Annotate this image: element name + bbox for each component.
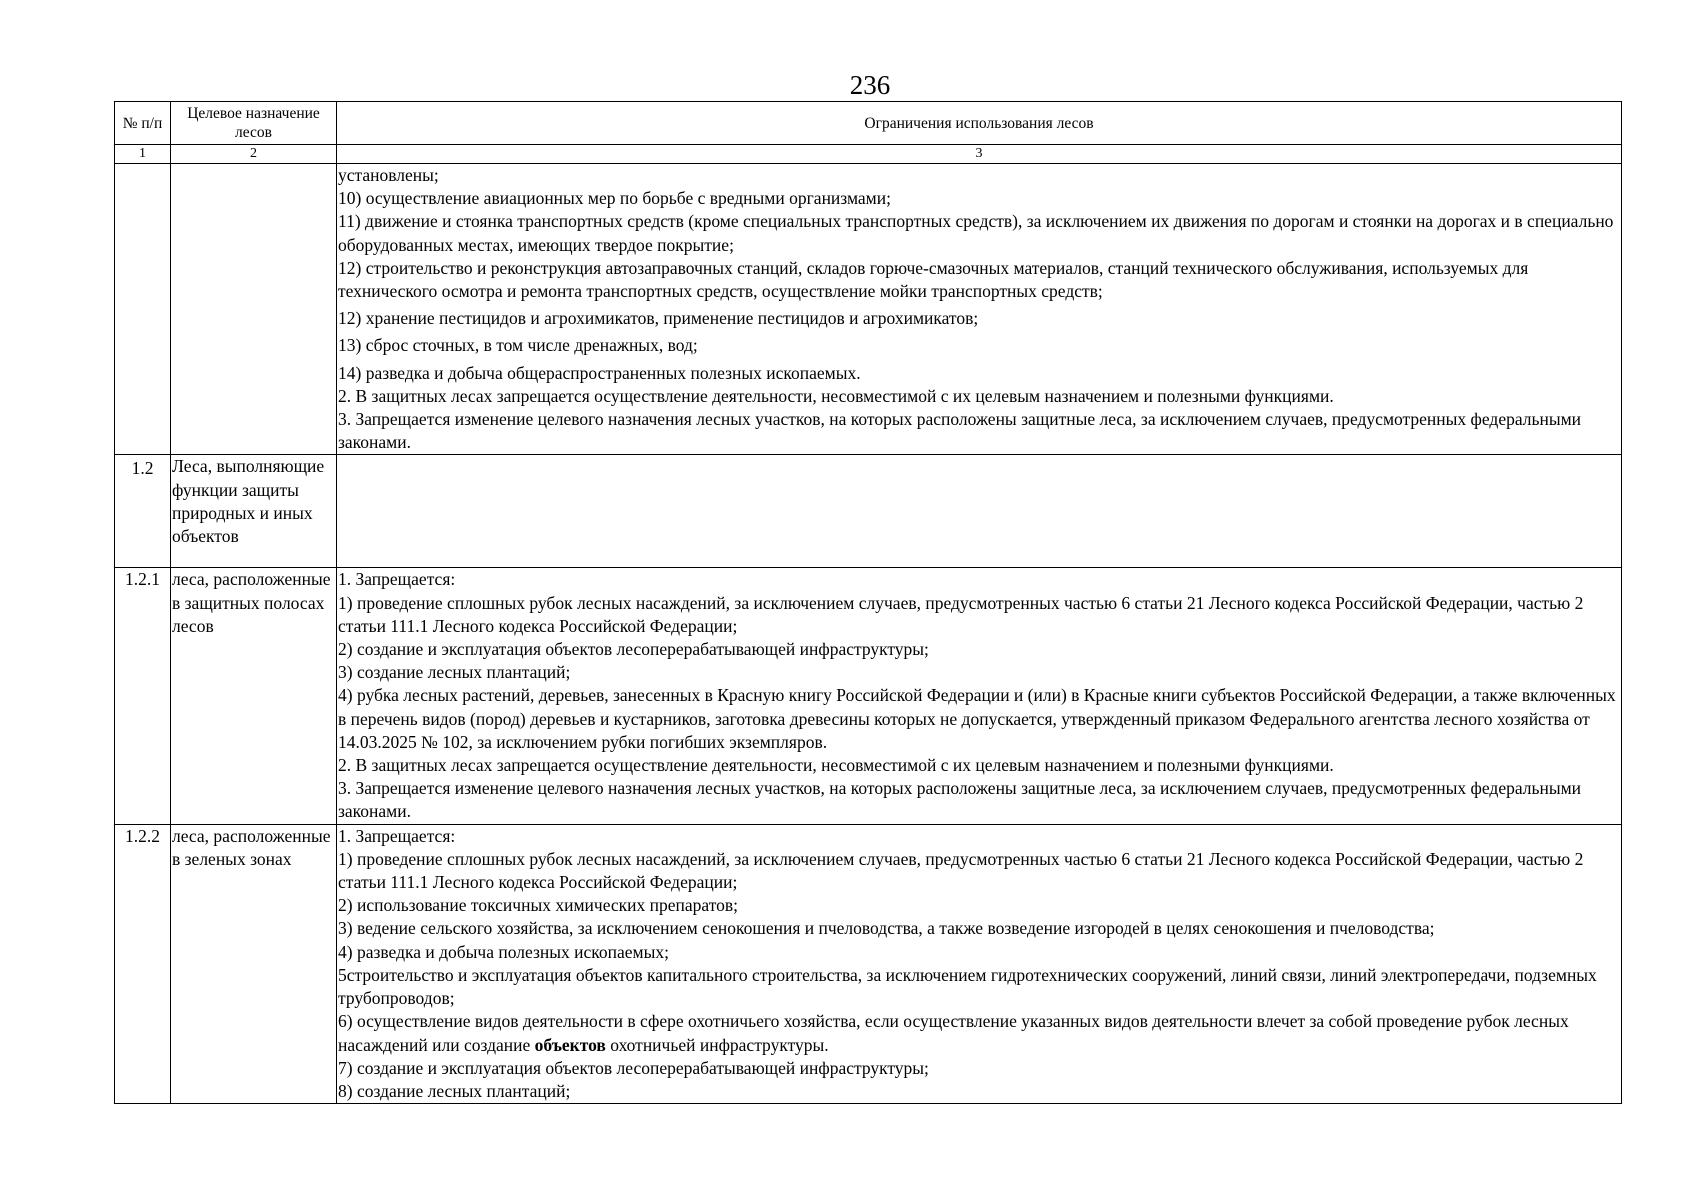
restriction-line: 2) создание и эксплуатация объектов лесоперерабатывающей инфраструктуры; — [338, 639, 929, 660]
column-number-1: 1 — [115, 145, 171, 164]
restriction-line: 11) движение и стоянка транспортных средств (кроме специальных транспортных средств), за исключением их движения по дорогам и стоянки на дорогах и в специально оборудованных местах, имеющих твердое покрытие; — [338, 211, 1614, 255]
restriction-line: 7) создание и эксплуатация объектов лесоперерабатывающей инфраструктуры; — [338, 1057, 929, 1078]
table-row — [115, 455, 1622, 568]
restriction-line: 8) создание лесных плантаций; — [338, 1080, 571, 1101]
restriction-text: 6) осуществление видов деятельности в сфере охотничьего хозяйства, если осуществление указанных видов деятельности влечет за собой проведение рубок лесных насаждений или создание — [338, 1011, 1569, 1055]
restriction-line: 14) разведка и добыча общераспространенных полезных ископаемых. — [338, 362, 861, 383]
restriction-line: 3) ведение сельского хозяйства, за исключением сенокошения и пчеловодства, а также возведение изгородей в целях сенокошения и пчеловодства; — [338, 918, 1435, 939]
bold-word: объектов — [534, 1034, 606, 1055]
table-row — [115, 164, 1622, 455]
restriction-line: 3. Запрещается изменение целевого назначения лесных участков, на которых расположены защитные леса, за исключением случаев, предусмотренных федеральными законами. — [338, 409, 1582, 453]
table-row — [115, 824, 1622, 1103]
restriction-line: 12) строительство и реконструкция автозаправочных станций, складов горюче-смазочных материалов, станций технического обслуживания, используемых для технического осмотра и ремонта транспортных средств, осуществление мойки транспортных средств; — [338, 257, 1529, 302]
restriction-line: 4) рубка лесных растений, деревьев, занесенных в Красную книгу Российской Федерации и (или) в Красные книги субъектов Российской Федерации, а также включенных в перечень видов (пород) деревьев и кустарников, заготовка древесины которых не допускается, утвержденный приказом Федерального агентства лесного хозяйства от 14.03.2025 № 102, за исключением рубки погибших экземпляров. — [338, 685, 1616, 752]
row-purpose: леса, расположенные в защитных полосах лесов — [171, 568, 337, 824]
restrictions-table — [114, 101, 1622, 1104]
row-restrictions — [337, 824, 1622, 1103]
restriction-line: 3. Запрещается изменение целевого назначения лесных участков, на которых расположены защитные леса, за исключением случаев, предусмотренных федеральными законами. — [338, 778, 1582, 822]
restriction-line: 5строительство и эксплуатация объектов капитального строительства, за исключением гидротехнических сооружений, линий связи, линий электропередачи, подземных трубопроводов; — [338, 964, 1597, 1009]
restriction-line: 1. Запрещается: — [338, 825, 456, 846]
row-number: 1.2.2 — [115, 824, 171, 1103]
restriction-line: 12) хранение пестицидов и агрохимикатов, применение пестицидов и агрохимикатов; — [338, 308, 979, 329]
restriction-line: 1. Запрещается: — [338, 569, 456, 590]
restriction-line: 2) использование токсичных химических препаратов; — [338, 895, 739, 916]
row-restrictions — [337, 455, 1622, 568]
column-number-2: 2 — [171, 145, 337, 164]
restriction-line: 10) осуществление авиационных мер по борьбе с вредными организмами; — [338, 188, 891, 209]
restriction-line: 2. В защитных лесах запрещается осуществление деятельности, несовместимой с их целевым назначением и полезными функциями. — [338, 385, 1334, 406]
header-restrictions: Ограничения использования лесов — [337, 102, 1622, 145]
restriction-line — [338, 1010, 1620, 1056]
table-header-row — [115, 102, 1622, 145]
restriction-line: 4) разведка и добыча полезных ископаемых; — [338, 941, 669, 962]
header-purpose: Целевое назначение лесов — [171, 102, 337, 145]
table-row — [115, 568, 1622, 824]
row-purpose: Леса, выполняющие функции защиты природных и иных объектов — [171, 455, 337, 568]
restriction-line: установлены; — [338, 165, 439, 185]
restriction-line: 3) создание лесных плантаций; — [338, 662, 571, 683]
restriction-line: 1) проведение сплошных рубок лесных насаждений, за исключением случаев, предусмотренных частью 6 статьи 21 Лесного кодекса Российской Федерации, частью 2 статьи 111.1 Лесного кодекса Российской Федерации; — [338, 592, 1584, 636]
row-purpose: леса, расположенные в зеленых зонах — [171, 824, 337, 1103]
restriction-line: 2. В защитных лесах запрещается осуществление деятельности, несовместимой с их целевым назначением и полезными функциями. — [338, 755, 1334, 776]
row-restrictions — [337, 568, 1622, 824]
restriction-line: 13) сброс сточных, в том числе дренажных, вод; — [338, 335, 698, 356]
column-numbers-row — [115, 145, 1622, 164]
row-restrictions — [337, 164, 1622, 455]
restriction-line: 1) проведение сплошных рубок лесных насаждений, за исключением случаев, предусмотренных частью 6 статьи 21 Лесного кодекса Российской Федерации, частью 2 статьи 111.1 Лесного кодекса Российской Федерации; — [338, 848, 1584, 893]
row-number — [115, 164, 171, 455]
header-number: № п/п — [115, 102, 171, 145]
row-number: 1.2.1 — [115, 568, 171, 824]
page-number: 236 — [849, 70, 891, 100]
row-number: 1.2 — [115, 455, 171, 568]
column-number-3: 3 — [337, 145, 1622, 164]
row-purpose — [171, 164, 337, 455]
restriction-text-tail: охотничьей инфраструктуры. — [605, 1034, 829, 1055]
